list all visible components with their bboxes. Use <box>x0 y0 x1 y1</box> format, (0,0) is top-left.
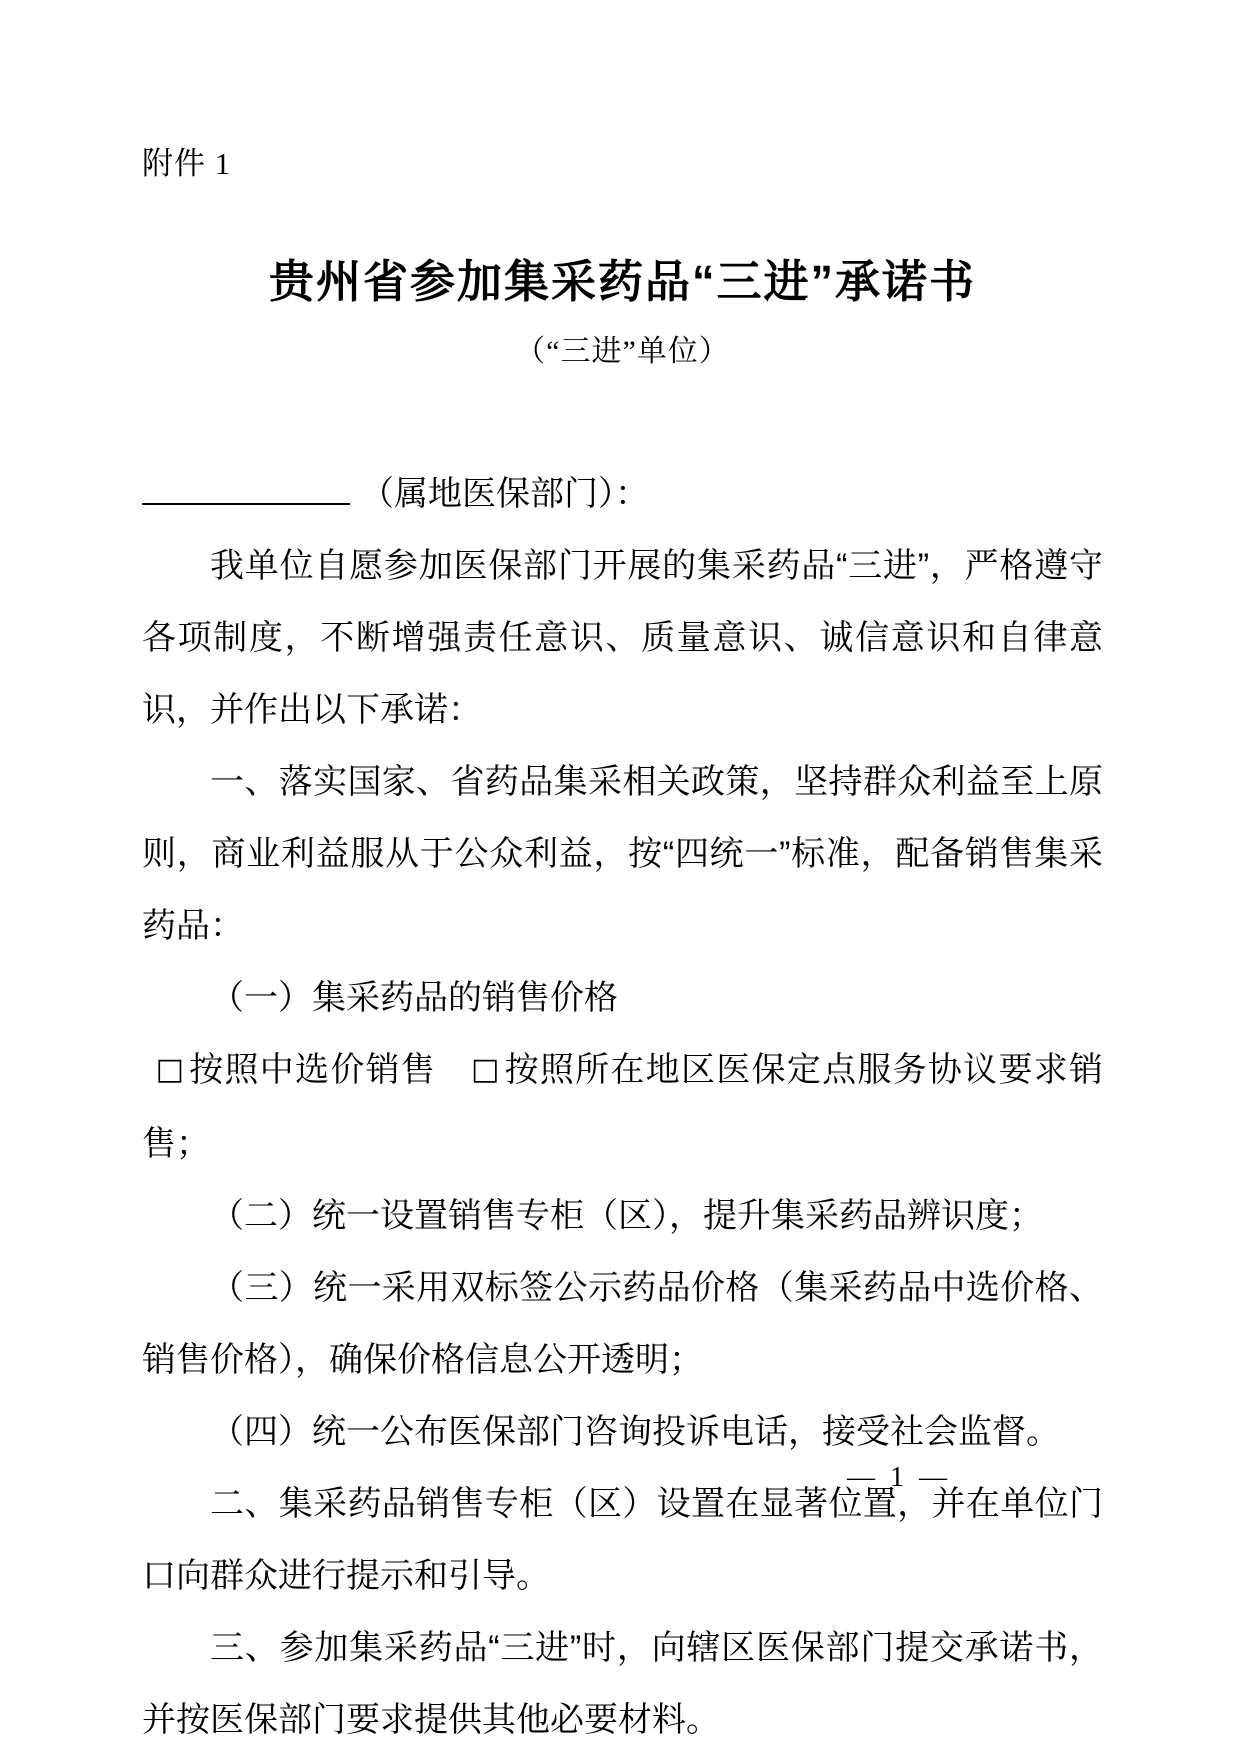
document-subtitle: （“三进”单位） <box>515 335 730 368</box>
checkbox-options-line <box>142 1034 1103 1180</box>
checkbox-icon: □ <box>155 1052 184 1087</box>
paragraph-item-1-2: （二）统一设置销售专柜（区），提升集采药品辨识度； <box>210 1197 1043 1235</box>
salutation-line <box>142 458 1103 530</box>
paragraph-intro: 我单位自愿参加医保部门开展的集采药品“三进”，严格遵守各项制度，不断增强责任意识、质量意识、诚信意识和自律意识，并作出以下承诺： <box>142 547 1103 729</box>
salutation-text: （属地医保部门）： <box>360 475 649 513</box>
checkbox-option-label-1: 按照中选价销售 <box>187 1051 437 1089</box>
document-title: 贵州省参加集采药品“三进”承诺书 <box>268 256 976 307</box>
checkbox-option-label-2: 按照所在地区医保定点服务协议要求销售； <box>142 1051 1104 1163</box>
paragraph-item-1: 一、落实国家、省药品集采相关政策，坚持群众利益至上原则，商业利益服从于公众利益，按“四统一”标准，配备销售集采药品： <box>142 763 1103 945</box>
title-block <box>142 245 1103 370</box>
document-body <box>142 458 1103 1755</box>
fill-in-blank-line <box>142 471 350 505</box>
checkbox-icon: □ <box>470 1052 500 1087</box>
paragraph-item-3: 三、参加集采药品“三进”时，向辖区医保部门提交承诺书，并按医保部门要求提供其他必要材料。 <box>142 1629 1103 1739</box>
page-number: — 1 — <box>847 1462 951 1493</box>
attachment-label: 附件 1 <box>142 146 232 181</box>
paragraph-item-1-3: （三）统一采用双标签公示药品价格（集采药品中选价格、销售价格），确保价格信息公开透明； <box>142 1269 1103 1379</box>
paragraph-item-2: 二、集采药品销售专柜（区）设置在显著位置，并在单位门口向群众进行提示和引导。 <box>142 1485 1103 1595</box>
paragraph-item-1-4: （四）统一公布医保部门咨询投诉电话，接受社会监督。 <box>210 1413 1060 1451</box>
paragraph-item-1-1: （一）集采药品的销售价格 <box>210 979 618 1017</box>
